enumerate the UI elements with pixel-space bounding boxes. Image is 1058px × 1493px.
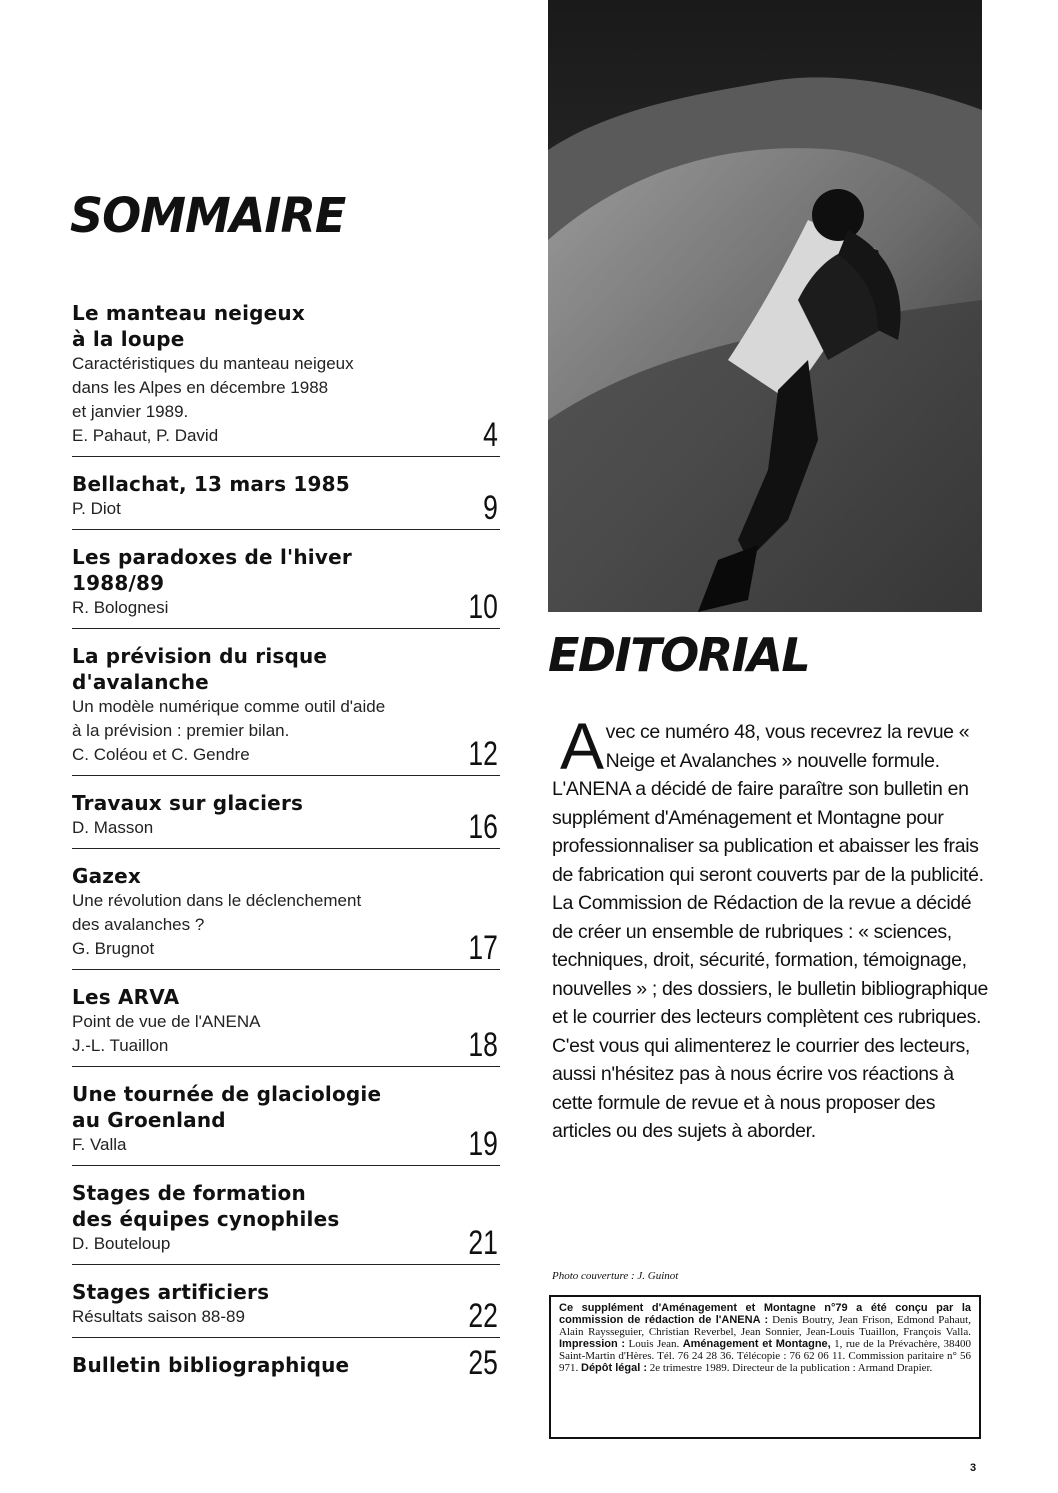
toc-entry-author: R. Bolognesi <box>72 598 169 617</box>
toc-entry <box>72 848 500 969</box>
toc-entry <box>72 775 500 848</box>
toc-entry-description: Résultats saison 88-89 <box>72 1307 245 1326</box>
toc-entry <box>72 529 500 628</box>
toc-entry-page-number: 12 <box>468 735 498 773</box>
sommaire-title: SOMMAIRE <box>70 186 346 244</box>
toc-entry-page-number: 4 <box>483 416 498 454</box>
toc-entry <box>72 628 500 775</box>
cover-photo <box>548 0 982 612</box>
toc-entry-title: Bellachat, 13 mars 1985 <box>72 472 350 496</box>
credits-printing: Louis Jean. <box>628 1338 680 1350</box>
toc-entry-title: Gazex <box>72 864 142 888</box>
toc-entry-title: Une tournée de glaciologie au Groenland <box>72 1082 382 1132</box>
credits-intro: Ce supplément d'Aménagement et Montagne n°79 a été conçu par la commission de rédaction de l'ANENA : <box>559 1302 971 1326</box>
toc-entry-page-number: 16 <box>468 808 498 846</box>
toc-entry-description: Point de vue de l'ANENA <box>72 1012 261 1031</box>
toc-entry-author: C. Coléou et C. Gendre <box>72 745 250 764</box>
credits-legal: 2e trimestre 1989. Directeur de la publication : Armand Drapier. <box>649 1362 933 1374</box>
toc-entry-description: Un modèle numérique comme outil d'aide à la prévision : premier bilan. <box>72 697 386 740</box>
toc-entry-page-number: 10 <box>468 588 498 626</box>
credits-printing-label: Impression : <box>559 1338 626 1350</box>
toc-entry <box>72 300 500 456</box>
toc-entry-page-number: 19 <box>468 1125 498 1163</box>
editorial-text: vec ce numéro 48, vous recevrez la revue « Neige et Avalanches » nouvelle formule. L'ANENA a décidé de faire paraître son bulletin en supplément d'Aménagement et Montagne pour professionnaliser sa publication et abaisser les frais de fabrication qui seront couverts par de la publicité. La Commission de Rédaction de la revue a décidé de créer un ensemble de rubriques : « sciences, techniques, droit, sécurité, formation, témoignage, nouvelles » ; des dossiers, le bulletin bibliographique et le courrier des lecteurs complètent ces rubriques. C'est vous qui alimenterez le courrier des lecteurs, aussi n'hésitez pas à nous écrire vos réactions à cette formule de revue et à nous proposer des articles ou des sujets à aborder. <box>552 721 989 1142</box>
credits-publisher-label: Aménagement et Montagne, <box>682 1338 831 1350</box>
toc-entry <box>72 456 500 529</box>
toc-entry-description: Caractéristiques du manteau neigeux dans les Alpes en décembre 1988 et janvier 1989. <box>72 354 354 421</box>
skier-photo-illustration <box>548 0 982 612</box>
toc-entry-title: La prévision du risque d'avalanche <box>72 644 328 694</box>
toc-entry <box>72 1264 500 1337</box>
toc-entry-author: D. Bouteloup <box>72 1234 171 1253</box>
toc-entry <box>72 1165 500 1264</box>
toc-entry <box>72 1337 500 1384</box>
toc-entry-title: Travaux sur glaciers <box>72 791 304 815</box>
toc-entry-page-number: 18 <box>468 1026 498 1064</box>
toc-entry-author: E. Pahaut, P. David <box>72 426 219 445</box>
toc-entry-title: Le manteau neigeux à la loupe <box>72 301 305 351</box>
page-number: 3 <box>970 1462 977 1474</box>
toc-entry-author: F. Valla <box>72 1135 127 1154</box>
editorial-title: EDITORIAL <box>548 628 810 682</box>
credits-legal-label: Dépôt légal : <box>581 1362 648 1374</box>
toc-entry-title: Stages artificiers <box>72 1280 270 1304</box>
toc-entry-author: D. Masson <box>72 818 154 837</box>
toc-entry-page-number: 22 <box>468 1297 498 1335</box>
photo-credit: Photo couverture : J. Guinot <box>552 1270 679 1282</box>
toc-entry-page-number: 21 <box>468 1224 498 1262</box>
toc-entry <box>72 969 500 1066</box>
toc-entry-author: J.-L. Tuaillon <box>72 1036 169 1055</box>
toc-entry-title: Bulletin bibliographique <box>72 1353 350 1377</box>
toc-entry-author: P. Diot <box>72 499 121 518</box>
credits-box <box>549 1295 981 1439</box>
toc-entry-page-number: 9 <box>483 489 498 527</box>
toc-entry-description: Une révolution dans le déclenchement des avalanches ? <box>72 891 362 934</box>
credits-members: Denis Boutry, Jean Frison, Edmond Pahaut, Alain Raysseguier, Christian Reverbel, Jean Sonnier, Jean-Louis Tuaillon, François Valla. <box>559 1314 971 1338</box>
toc-entry-page-number: 25 <box>468 1344 498 1382</box>
credits-address: 1, rue de la Prévachère, 38400 Saint-Martin d'Hères. Tél. 76 24 28 36. Télécopie : 76 62 06 11. Commission paritaire n° 56 971. <box>559 1338 971 1374</box>
drop-cap: A <box>560 709 604 783</box>
toc-entry <box>72 1066 500 1165</box>
toc-entry-title: Les ARVA <box>72 985 180 1009</box>
toc-entry-title: Stages de formation des équipes cynophiles <box>72 1181 340 1231</box>
toc-entry-page-number: 17 <box>468 929 498 967</box>
toc-entry-title: Les paradoxes de l'hiver 1988/89 <box>72 545 352 595</box>
editorial-body <box>552 709 992 1146</box>
toc-entry-author: G. Brugnot <box>72 939 155 958</box>
table-of-contents <box>72 300 500 1384</box>
